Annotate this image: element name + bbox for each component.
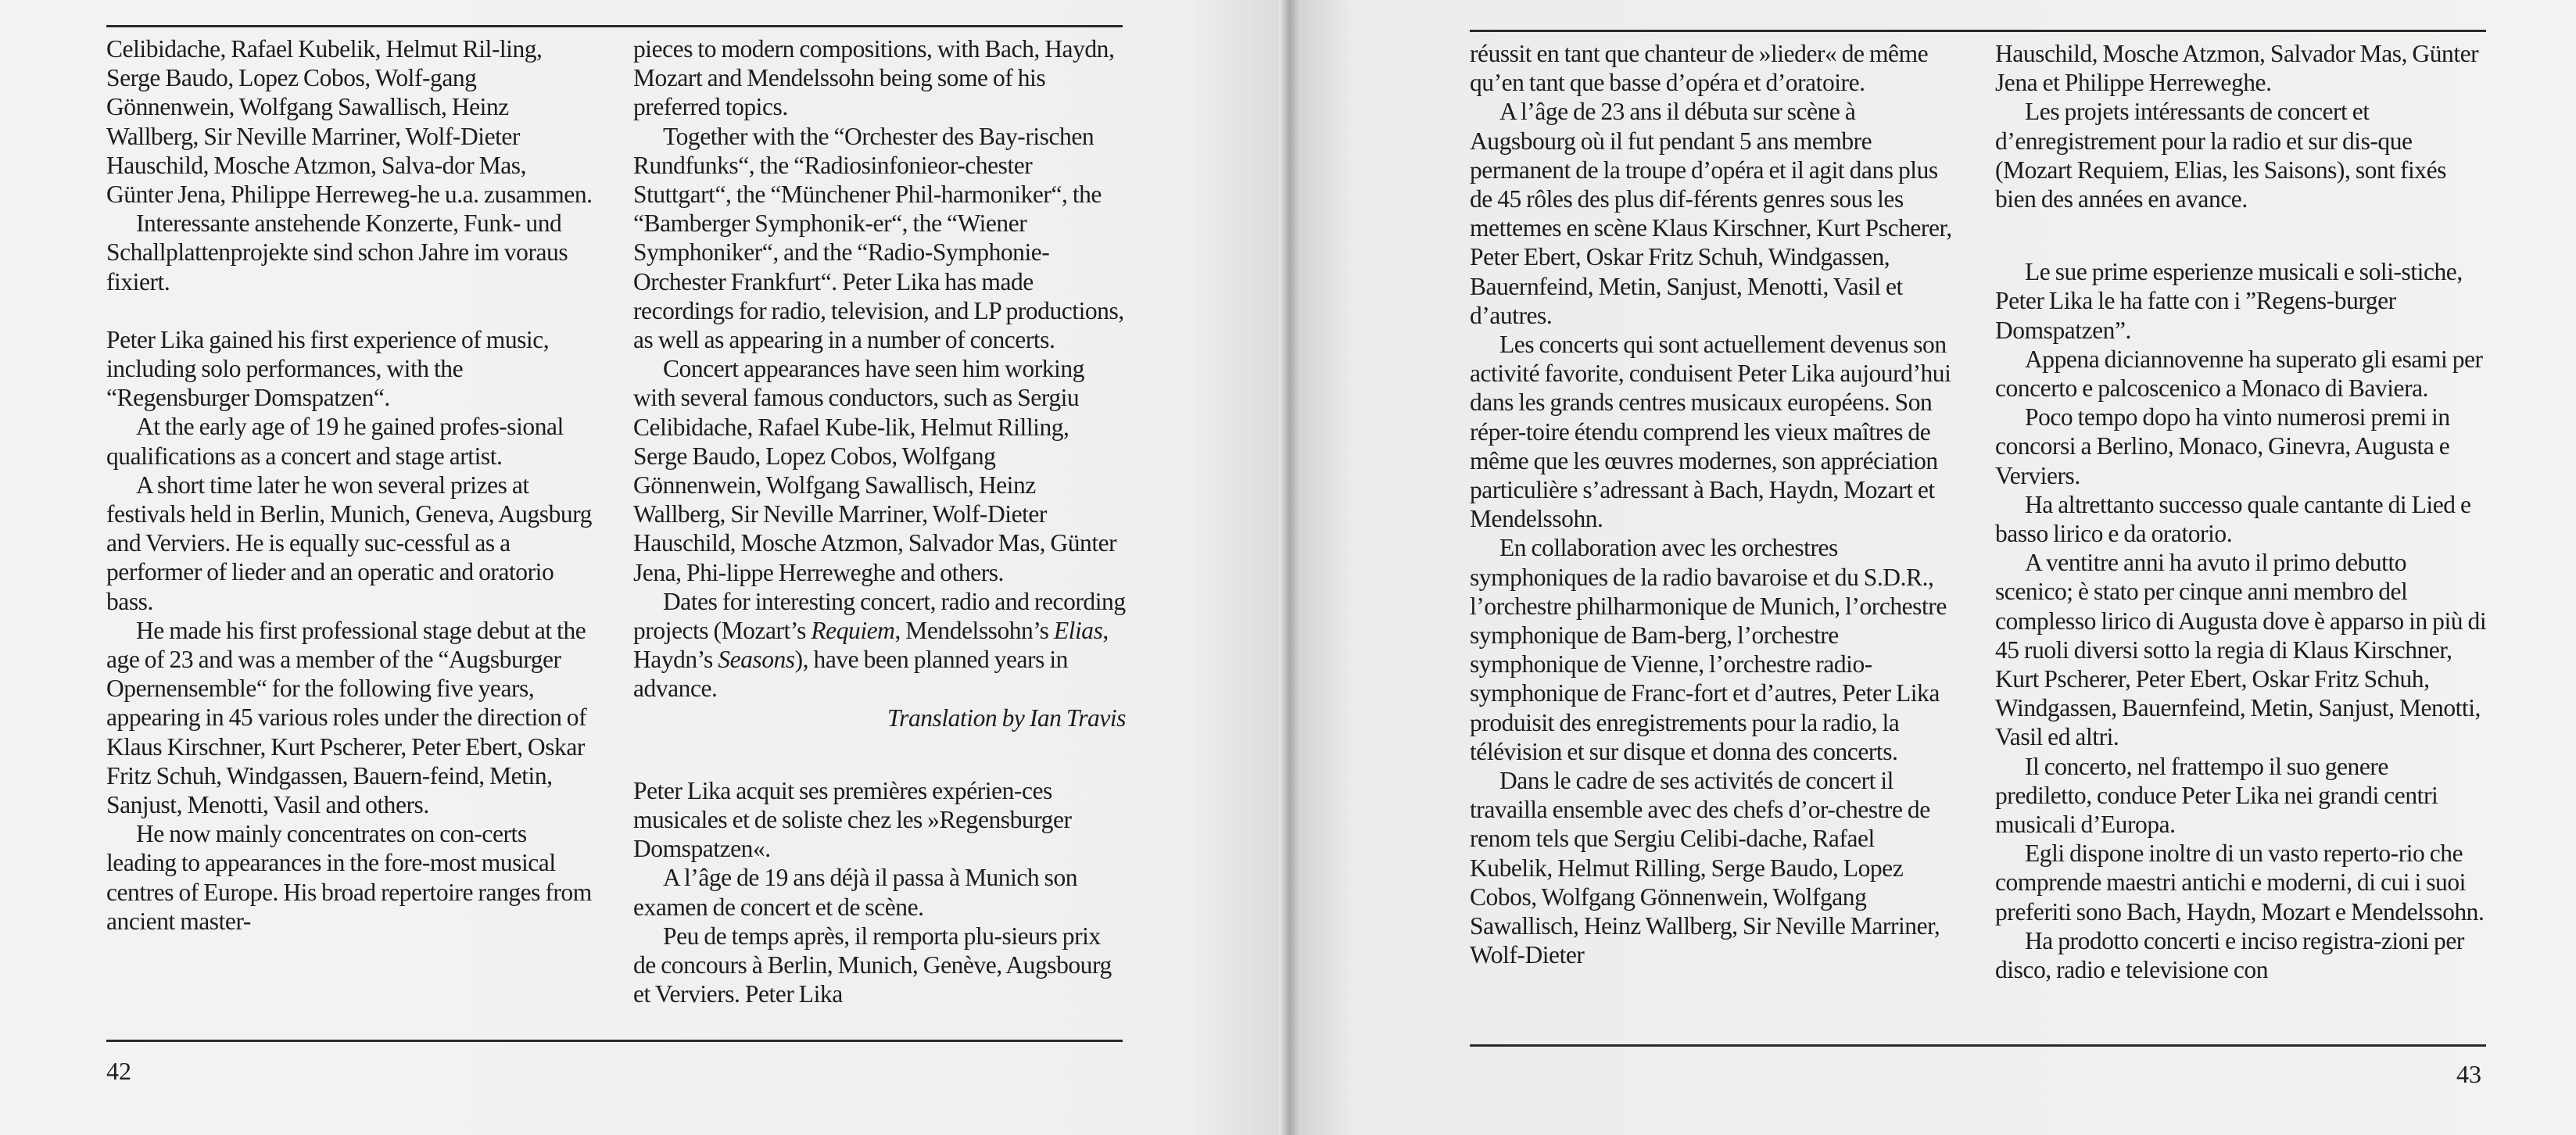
paragraph: pieces to modern compositions, with Bach, Haydn, Mozart and Mendelssohn being some of his preferred topics. — [633, 35, 1115, 121]
right-top-rule — [1470, 30, 2486, 32]
paragraph: Dates for interesting concert, radio and recording projects (Mozart’s Requiem, Mendelssohn’s Elias, Haydn’s Seasons), have been planned years in advance. — [633, 587, 1126, 703]
paragraph: Celibidache, Rafael Kubelik, Helmut Ril-ling, Serge Baudo, Lopez Cobos, Wolf-gang Gönnenwein, Wolfgang Sawallisch, Heinz Wallberg, Sir Neville Marriner, Wolf-Dieter Hauschild, Mosche Atzmon, Salva-dor Mas, Günter Jena, Philippe Herreweg-he u.a. zusammen. — [106, 35, 593, 209]
paragraph: Peter Lika acquit ses premières expérien-ces musicales et de soliste chez les »Regensburger Domspatzen«. — [633, 776, 1072, 863]
paragraph: A l’âge de 23 ans il débuta sur scène à Augsbourg où il fut pendant 5 ans membre permanent de la troupe d’opéra et il agit dans plus de 45 rôles des plus dif-férents genres sous les mettemes en scène Klaus Kirschner, Kurt Pscherer, Peter Ebert, Oskar Fritz Schuh, Windgassen, Bauernfeind, Metin, Sanjust, Menotti, Vasil et d’autres. — [1470, 98, 1952, 329]
paragraph: Ha prodotto concerti e inciso registra-zioni per disco, radio e televisione con — [1995, 926, 2464, 984]
left-column-2 — [633, 34, 1126, 1009]
paragraph: Translation by Ian Travis — [887, 704, 1126, 732]
left-column-1 — [106, 34, 595, 936]
paragraph: Les concerts qui sont actuellement devenus son activité favorite, conduisent Peter Lika aujourd’hui dans les grands centres musicaux européens. Son réper-toire étendu comprend les vieux maîtres de même que les œuvres modernes, son appréciation particulière s’adressant à Bach, Haydn, Mozart et Mendelssohn. — [1470, 331, 1951, 533]
paragraph: Egli dispone inoltre di un vasto reperto-rio che comprende maestri antichi e moderni, di cui i suoi preferiti sono Bach, Haydn, Mozart e Mendelssohn. — [1995, 840, 2485, 926]
paragraph: Hauschild, Mosche Atzmon, Salvador Mas, Günter Jena et Philippe Herreweghe. — [1995, 40, 2479, 97]
left-bottom-rule — [106, 1040, 1123, 1042]
paragraph: réussit en tant que chanteur de »lieder« de même qu’en tant que basse d’opéra et d’oratoire. — [1470, 40, 1929, 97]
page-number-left: 42 — [106, 1057, 131, 1085]
paragraph: At the early age of 19 he gained profes-sional qualifications as a concert and stage artist. — [106, 413, 564, 470]
paragraph: Ha altrettanto successo quale cantante di Lied e basso lirico e da oratorio. — [1995, 490, 2471, 548]
left-top-rule — [106, 25, 1123, 27]
paragraph: Poco tempo dopo ha vinto numerosi premi in concorsi a Berlino, Monaco, Ginevra, Augusta e Verviers. — [1995, 403, 2450, 489]
paragraph: He now mainly concentrates on con-certs leading to appearances in the fore-most musical centres of Europe. His broad repertoire ranges from ancient master- — [106, 820, 592, 935]
paragraph: Dans le cadre de ses activités de concert il travailla ensemble avec des chefs d’or-chestre de renom tels que Sergiu Celibi-dache, Rafael Kubelik, Helmut Rilling, Serge Baudo, Lopez Cobos, Wolfgang Gönnenwein, Wolfgang Sawallisch, Heinz Wallberg, Sir Neville Marriner, Wolf-Dieter — [1470, 767, 1940, 969]
page-number-right: 43 — [2456, 1060, 2481, 1088]
right-bottom-rule — [1470, 1044, 2486, 1047]
right-column-2 — [1995, 39, 2488, 984]
paragraph: Interessante anstehende Konzerte, Funk- und Schallplattenprojekte sind schon Jahre im voraus fixiert. — [106, 209, 568, 295]
paragraph: Peu de temps après, il remporta plu-sieurs prix de concours à Berlin, Munich, Genève, Augsbourg et Verviers. Peter Lika — [633, 922, 1112, 1008]
right-column-1 — [1470, 39, 1958, 970]
paragraph: Les projets intéressants de concert et d’enregistrement pour la radio et sur dis-que (Mozart Requiem, Elias, les Saisons), sont fixés bien des années en avance. — [1995, 98, 2446, 213]
paragraph: A l’âge de 19 ans déjà il passa à Munich son examen de concert et de scène. — [633, 864, 1078, 921]
book-gutter — [1279, 0, 1301, 1135]
paragraph: Le sue prime esperienze musicali e soli-stiche, Peter Lika le ha fatte con i ”Regens-burger Domspatzen”. — [1995, 258, 2463, 344]
paragraph: Il concerto, nel frattempo il suo genere prediletto, conduce Peter Lika nei grandi centri musicali d’Europa. — [1995, 752, 2438, 839]
paragraph: Together with the “Orchester des Bay-rischen Rundfunks“, the “Radiosinfonieor-chester Stuttgart“, the “Münchener Phil-harmoniker“, the “Bamberger Symphonik-er“, the “Wiener Symphoniker“, and the “Radio-Symphonie-Orchester Frankfurt“. Peter Lika has made recordings for radio, television, and LP productions, as well as appearing in a number of concerts. — [633, 122, 1124, 354]
paragraph: A ventitre anni ha avuto il primo debutto scenico; è stato per cinque anni membro del complesso lirico di Augusta dove è apparso in più di 45 ruoli diversi sotto la regia di Klaus Kirschner, Kurt Pscherer, Peter Ebert, Oskar Fritz Schuh, Windgassen, Bauernfeind, Metin, Sanjust, Menotti, Vasil ed altri. — [1995, 549, 2487, 751]
paragraph: A short time later he won several prizes at festivals held in Berlin, Munich, Geneva, Augsburg and Verviers. He is equally suc-cessful as a performer of lieder and an operatic and oratorio bass. — [106, 471, 592, 615]
paragraph: Concert appearances have seen him working with several famous conductors, such as Sergiu Celibidache, Rafael Kube-lik, Helmut Rilling, Serge Baudo, Lopez Cobos, Wolfgang Gönnenwein, Wolfgang Sawallisch, Heinz Wallberg, Sir Neville Marriner, Wolf-Dieter Hauschild, Mosche Atzmon, Salvador Mas, Günter Jena, Phi-lippe Herreweghe and others. — [633, 355, 1117, 586]
paragraph: Peter Lika gained his first experience of music, including solo performances, with the “Regensburger Domspatzen“. — [106, 325, 550, 412]
paragraph: Appena diciannovenne ha superato gli esami per concerto e palcoscenico a Monaco di Baviera. — [1995, 345, 2483, 403]
paragraph: En collaboration avec les orchestres symphoniques de la radio bavaroise et du S.D.R., l’orchestre philharmonique de Munich, l’orchestre symphonique de Bam-berg, l’orchestre symphonique de Vienne, l’orchestre radio-symphonique de Franc-fort et d’autres, Peter Lika produisit des enregistrements pour la radio, la télévision et sur disque et donna des concerts. — [1470, 534, 1947, 765]
paragraph: He made his first professional stage debut at the age of 23 and was a member of the “Augsburger Opernensemble“ for the following five years, appearing in 45 various roles under the direction of Klaus Kirschner, Kurt Pscherer, Peter Ebert, Oskar Fritz Schuh, Windgassen, Bauern-feind, Metin, Sanjust, Menotti, Vasil and others. — [106, 616, 587, 819]
